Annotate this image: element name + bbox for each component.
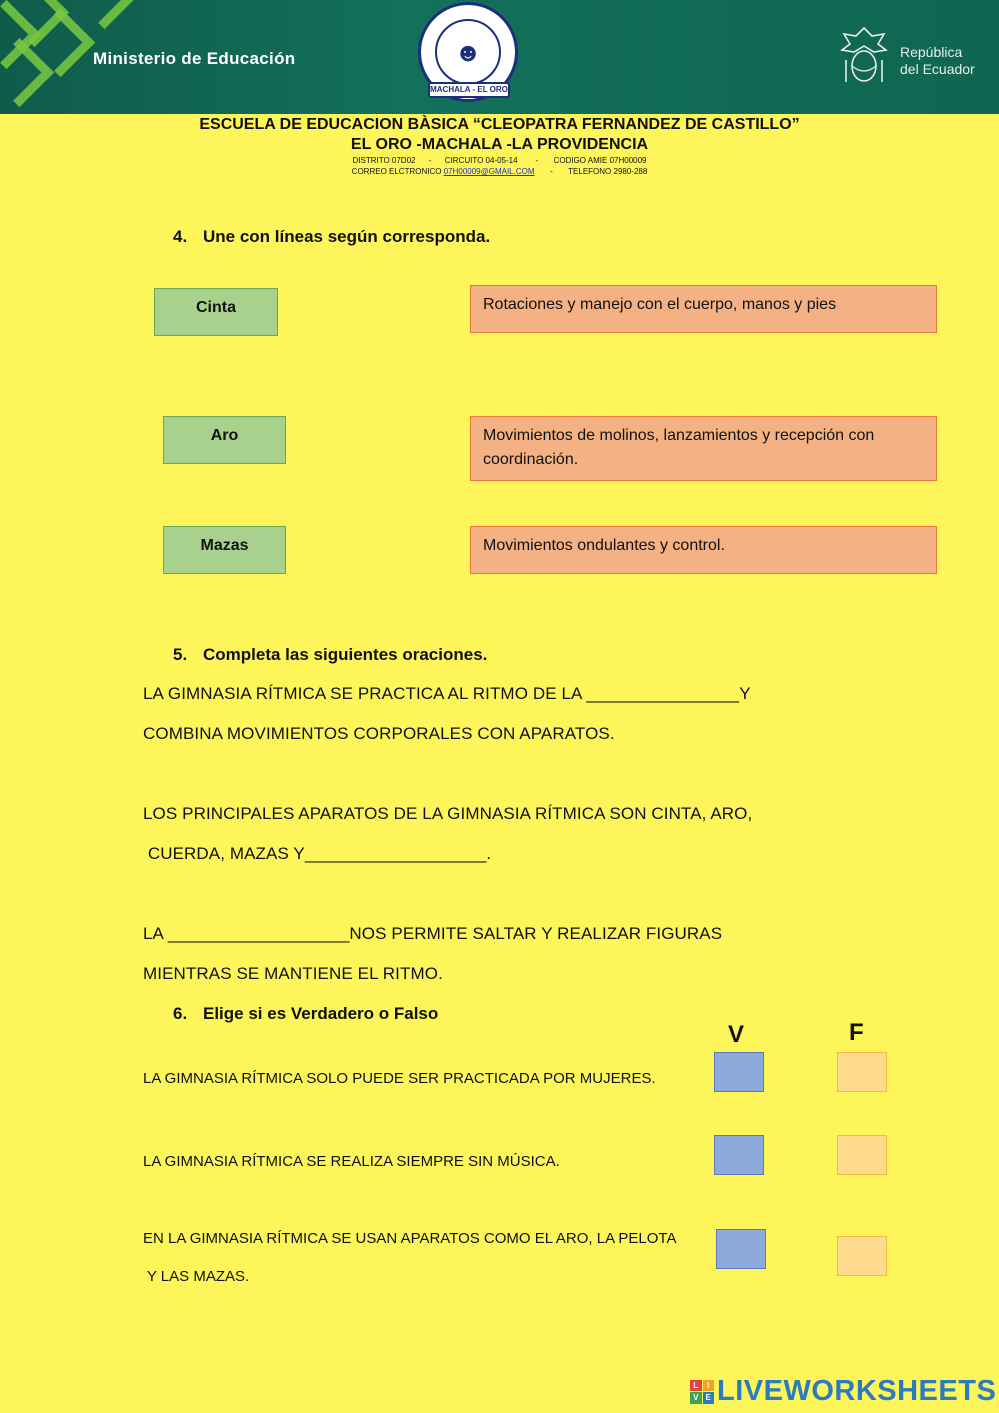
question-title: Une con líneas según corresponda. (203, 227, 491, 246)
seal-ribbon: MACHALA - EL ORO (428, 82, 510, 98)
true-checkbox-1[interactable] (714, 1052, 764, 1092)
question-6-heading (173, 1004, 438, 1024)
sentence-line: LA GIMNASIA RÍTMICA SE PRACTICA AL RITMO DE LA ________________Y (143, 684, 751, 703)
match-item-cinta[interactable]: Cinta (154, 288, 278, 336)
question-5-heading (173, 645, 487, 665)
icon-letter: E (703, 1392, 715, 1404)
republic-line-2: del Ecuador (900, 61, 975, 77)
school-location: EL ORO -MACHALA -LA PROVIDENCIA (350, 136, 649, 153)
match-description-3[interactable]: Movimientos ondulantes y control. (470, 526, 937, 574)
icon-letter: V (690, 1392, 702, 1404)
school-contact-line (0, 167, 999, 176)
icon-letter: L (690, 1380, 702, 1392)
sentence-line: MIENTRAS SE MANTIENE EL RITMO. (143, 964, 443, 983)
school-name: ESCUELA DE EDUCACION BÀSICA “CLEOPATRA FERNANDEZ DE CASTILLO” (199, 116, 800, 133)
sentence-line: LA ___________________NOS PERMITE SALTAR Y REALIZAR FIGURAS (143, 924, 723, 943)
phone-text: - TELEFONO 2980-288 (534, 167, 648, 176)
match-description-1[interactable]: Rotaciones y manejo con el cuerpo, manos y pies (470, 285, 937, 333)
liveworksheets-brand: LIVEWORKSHEETS (717, 1375, 997, 1407)
match-item-aro[interactable]: Aro (163, 416, 286, 464)
false-checkbox-1[interactable] (837, 1052, 887, 1092)
question-title: Elige si es Verdadero o Falso (203, 1004, 439, 1023)
email-label: CORREO ELCTRONICO (351, 167, 444, 176)
false-checkbox-2[interactable] (837, 1135, 887, 1175)
email-link[interactable]: 07H00009@GMAIL.COM (443, 167, 535, 176)
question-number: 5. (173, 645, 188, 664)
statement-3: EN LA GIMNASIA RÍTMICA SE USAN APARATOS COMO EL ARO, LA PELOTA (143, 1230, 677, 1247)
sentence-line: LOS PRINCIPALES APARATOS DE LA GIMNASIA RÍTMICA SON CINTA, ARO, (143, 804, 753, 823)
statement-2: LA GIMNASIA RÍTMICA SE REALIZA SIEMPRE SIN MÚSICA. (143, 1153, 560, 1170)
liveworksheets-logo (690, 1375, 996, 1408)
sentence-line: COMBINA MOVIMIENTOS CORPORALES CON APARATOS. (143, 724, 615, 743)
seal-portrait-icon: ☻ (435, 19, 501, 85)
question-title: Completa las siguientes oraciones. (203, 645, 488, 664)
ministry-title: Ministerio de Educación (93, 49, 296, 68)
school-district-line: DISTRITO 07D02 - CIRCUITO 04-05-14 - CODIGO AMIE 07H00009 (352, 156, 647, 165)
false-checkbox-3[interactable] (837, 1236, 887, 1276)
true-checkbox-2[interactable] (714, 1135, 764, 1175)
question-4-heading (173, 227, 490, 247)
republic-line-1: República (900, 44, 963, 60)
statement-1: LA GIMNASIA RÍTMICA SOLO PUEDE SER PRACTICADA POR MUJERES. (143, 1070, 656, 1087)
match-description-2[interactable]: Movimientos de molinos, lanzamientos y recepción con coordinación. (470, 416, 937, 481)
match-item-mazas[interactable]: Mazas (163, 526, 286, 574)
coat-of-arms-icon (838, 24, 890, 88)
question-number: 4. (173, 227, 188, 246)
true-column-label: V (728, 1021, 745, 1048)
sentence-line: CUERDA, MAZAS Y___________________. (143, 844, 492, 863)
question-number: 6. (173, 1004, 188, 1023)
true-checkbox-3[interactable] (716, 1229, 766, 1269)
liveworksheets-icon (690, 1380, 714, 1404)
header-banner (0, 0, 999, 114)
icon-letter: I (703, 1380, 715, 1392)
statement-3-continued: Y LAS MAZAS. (143, 1268, 250, 1285)
false-column-label: F (849, 1019, 864, 1046)
chevron-decoration-icon (70, 0, 139, 29)
republic-label (900, 44, 975, 78)
